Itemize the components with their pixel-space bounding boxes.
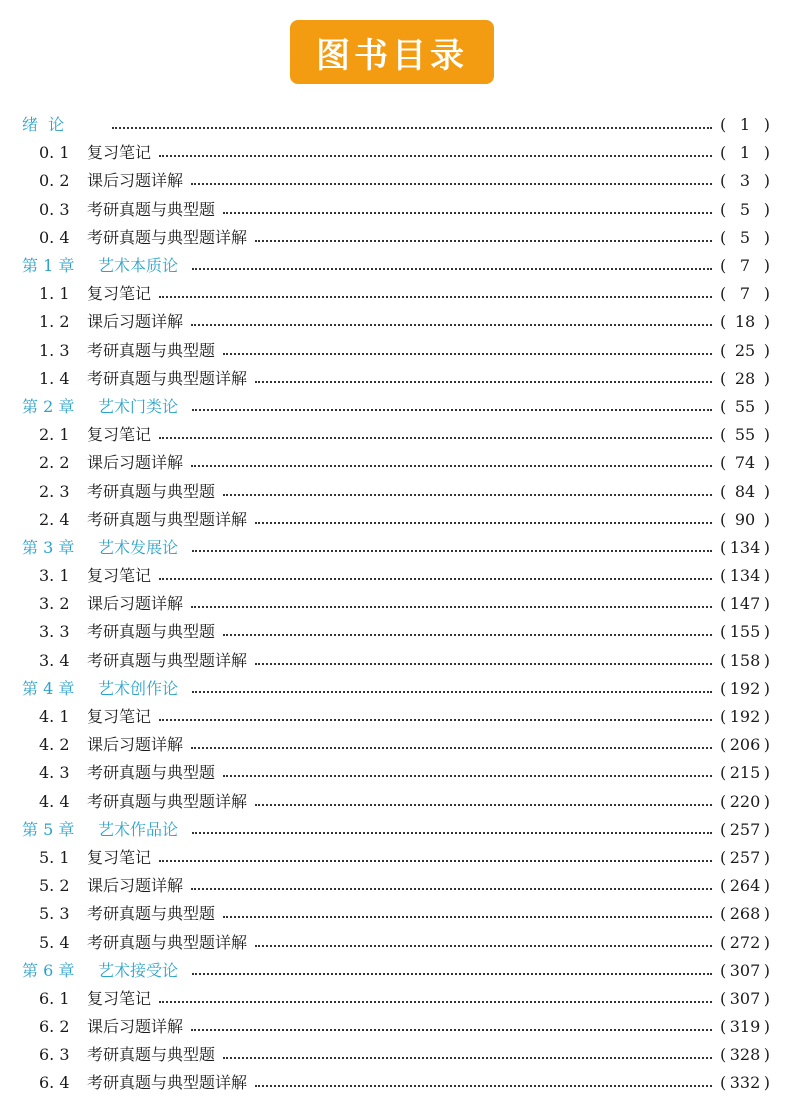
toc-entry-number: 2. 1 <box>39 425 70 445</box>
dot-leader <box>223 775 712 777</box>
page-number-value: 90 <box>734 509 756 529</box>
toc-page-number: ( 192 ) <box>720 707 770 727</box>
page-number-value: 307 <box>729 988 761 1008</box>
dot-leader <box>255 804 712 806</box>
dot-leader <box>223 1057 712 1059</box>
page-number-value: 25 <box>734 340 756 360</box>
page-number-value: 5 <box>739 227 751 247</box>
toc-section-row[interactable] <box>22 900 770 928</box>
toc-entry-number: 1. 3 <box>39 340 70 360</box>
toc-entry-title: 考研真题与典型题 <box>87 622 216 642</box>
toc-chapter-row[interactable] <box>22 675 770 703</box>
toc-page-number: ( 134 ) <box>720 566 770 586</box>
toc-page-number: ( 55 ) <box>720 396 770 416</box>
toc-entry-number: 4. 4 <box>39 791 70 811</box>
toc-entry-title: 艺术本质论 <box>98 256 179 276</box>
toc-entry-number: 6. 3 <box>39 1045 70 1065</box>
toc-page-number: ( 5 ) <box>720 199 770 219</box>
toc-entry-number: 3. 1 <box>39 566 70 586</box>
toc-section-row[interactable] <box>22 1013 770 1041</box>
page-number-value: 332 <box>729 1073 761 1093</box>
toc-entry-title: 考研真题与典型题详解 <box>87 227 248 247</box>
toc-entry-title: 艺术作品论 <box>98 819 179 839</box>
toc-section-row[interactable] <box>22 308 770 336</box>
toc-page-number: ( 257 ) <box>720 819 770 839</box>
dot-leader <box>192 832 712 834</box>
toc-entry-number: 第 6 章 <box>22 960 75 980</box>
toc-entry-number: 3. 4 <box>39 650 70 670</box>
dot-leader <box>223 916 712 918</box>
table-of-contents <box>22 111 770 1098</box>
toc-section-row[interactable] <box>22 449 770 477</box>
dot-leader <box>223 353 712 355</box>
toc-section-row[interactable] <box>22 788 770 816</box>
page-number-value: 3 <box>739 171 751 191</box>
dot-leader <box>191 606 712 608</box>
toc-page-number: ( 18 ) <box>720 312 770 332</box>
toc-entry-title: 考研真题与典型题 <box>87 763 216 783</box>
toc-section-row[interactable] <box>22 280 770 308</box>
toc-page-number: ( 319 ) <box>720 1017 770 1037</box>
dot-leader <box>191 465 712 467</box>
toc-entry-number: 2. 3 <box>39 481 70 501</box>
toc-section-row[interactable] <box>22 844 770 872</box>
page-number-value: 206 <box>729 735 761 755</box>
toc-page-number: ( 328 ) <box>720 1045 770 1065</box>
toc-page-number: ( 220 ) <box>720 791 770 811</box>
toc-page-number: ( 3 ) <box>720 171 770 191</box>
toc-page-number: ( 28 ) <box>720 368 770 388</box>
dot-leader <box>223 212 712 214</box>
toc-entry-number: 4. 3 <box>39 763 70 783</box>
toc-section-row[interactable] <box>22 337 770 365</box>
toc-section-row[interactable] <box>22 985 770 1013</box>
toc-section-row[interactable] <box>22 562 770 590</box>
page-number-value: 1 <box>739 143 751 163</box>
toc-entry-title: 复习笔记 <box>87 988 152 1008</box>
dot-leader <box>191 888 712 890</box>
page-number-value: 155 <box>729 622 761 642</box>
toc-section-row[interactable] <box>22 506 770 534</box>
dot-leader <box>112 127 712 129</box>
toc-entry-title: 考研真题与典型题 <box>87 199 216 219</box>
toc-page-number: ( 1 ) <box>720 143 770 163</box>
dot-leader <box>159 437 712 439</box>
toc-page-number: ( 264 ) <box>720 876 770 896</box>
toc-section-row[interactable] <box>22 1069 770 1097</box>
toc-page-number: ( 268 ) <box>720 904 770 924</box>
dot-leader <box>255 945 712 947</box>
page-number-value: 134 <box>729 566 761 586</box>
toc-entry-title: 考研真题与典型题 <box>87 481 216 501</box>
dot-leader <box>191 1029 712 1031</box>
toc-entry-number: 第 5 章 <box>22 819 75 839</box>
toc-section-row[interactable] <box>22 139 770 167</box>
toc-entry-number: 0. 2 <box>39 171 70 191</box>
toc-page-number: ( 272 ) <box>720 932 770 952</box>
toc-entry-number: 1. 1 <box>39 284 70 304</box>
page-number-value: 74 <box>734 453 756 473</box>
page-number-value: 264 <box>729 876 761 896</box>
page-number-value: 1 <box>739 115 751 135</box>
dot-leader <box>159 296 712 298</box>
toc-entry-number: 0. 3 <box>39 199 70 219</box>
toc-entry-title: 艺术门类论 <box>98 396 179 416</box>
toc-page-number: ( 25 ) <box>720 340 770 360</box>
toc-page-number: ( 155 ) <box>720 622 770 642</box>
toc-entry-number: 1. 2 <box>39 312 70 332</box>
page-number-value: 268 <box>729 904 761 924</box>
toc-entry-title: 课后习题详解 <box>87 312 184 332</box>
toc-section-row[interactable] <box>22 477 770 505</box>
toc-entry-title: 考研真题与典型题 <box>87 1045 216 1065</box>
toc-page-number: ( 215 ) <box>720 763 770 783</box>
page-number-value: 55 <box>734 396 756 416</box>
toc-page-number: ( 147 ) <box>720 594 770 614</box>
page-title: 图书目录 <box>316 35 468 76</box>
toc-entry-title: 艺术创作论 <box>98 678 179 698</box>
toc-entry-number: 第 4 章 <box>22 678 75 698</box>
toc-section-row[interactable] <box>22 731 770 759</box>
toc-section-row[interactable] <box>22 928 770 956</box>
toc-entry-title: 课后习题详解 <box>87 876 184 896</box>
toc-page-number: ( 158 ) <box>720 650 770 670</box>
toc-entry-number: 绪 论 <box>22 115 65 135</box>
toc-page-number: ( 206 ) <box>720 735 770 755</box>
toc-page-number: ( 84 ) <box>720 481 770 501</box>
page-number-value: 147 <box>729 594 761 614</box>
dot-leader <box>255 240 712 242</box>
toc-section-row[interactable] <box>22 167 770 195</box>
toc-page-number: ( 5 ) <box>720 227 770 247</box>
toc-page-number: ( 7 ) <box>720 256 770 276</box>
toc-entry-title: 课后习题详解 <box>87 453 184 473</box>
page-number-value: 328 <box>729 1045 761 1065</box>
toc-entry-number: 6. 1 <box>39 988 70 1008</box>
page-number-value: 215 <box>729 763 761 783</box>
toc-entry-number: 第 3 章 <box>22 537 75 557</box>
toc-entry-title: 复习笔记 <box>87 847 152 867</box>
page-number-value: 220 <box>729 791 761 811</box>
toc-entry-title: 课后习题详解 <box>87 594 184 614</box>
toc-page-number: ( 192 ) <box>720 678 770 698</box>
toc-entry-title: 课后习题详解 <box>87 735 184 755</box>
toc-chapter-row[interactable] <box>22 252 770 280</box>
toc-entry-title: 考研真题与典型题详解 <box>87 509 248 529</box>
page-number-value: 28 <box>734 368 756 388</box>
toc-page-number: ( 332 ) <box>720 1073 770 1093</box>
toc-section-row[interactable] <box>22 618 770 646</box>
toc-page-number: ( 307 ) <box>720 960 770 980</box>
toc-entry-title: 考研真题与典型题 <box>87 904 216 924</box>
toc-entry-number: 0. 4 <box>39 227 70 247</box>
toc-section-row[interactable] <box>22 703 770 731</box>
page-number-value: 18 <box>734 312 756 332</box>
toc-entry-number: 5. 1 <box>39 847 70 867</box>
toc-entry-title: 艺术发展论 <box>98 537 179 557</box>
toc-chapter-row[interactable] <box>22 393 770 421</box>
toc-page-number: ( 7 ) <box>720 284 770 304</box>
dot-leader <box>255 663 712 665</box>
toc-section-row[interactable] <box>22 421 770 449</box>
toc-entry-title: 复习笔记 <box>87 284 152 304</box>
toc-entry-title: 考研真题与典型题详解 <box>87 791 248 811</box>
toc-entry-number: 0. 1 <box>39 143 70 163</box>
toc-entry-number: 5. 2 <box>39 876 70 896</box>
toc-section-row[interactable] <box>22 1041 770 1069</box>
toc-entry-number: 5. 4 <box>39 932 70 952</box>
toc-chapter-row[interactable] <box>22 111 770 139</box>
toc-entry-number: 第 1 章 <box>22 256 75 276</box>
dot-leader <box>192 691 712 693</box>
toc-entry-title: 复习笔记 <box>87 566 152 586</box>
dot-leader <box>191 324 712 326</box>
toc-section-row[interactable] <box>22 759 770 787</box>
page-title-badge <box>290 20 494 84</box>
page-number-value: 134 <box>729 537 761 557</box>
dot-leader <box>192 268 712 270</box>
dot-leader <box>191 183 712 185</box>
dot-leader <box>159 719 712 721</box>
toc-entry-title: 考研真题与典型题 <box>87 340 216 360</box>
toc-entry-number: 6. 4 <box>39 1073 70 1093</box>
dot-leader <box>159 155 712 157</box>
page-number-value: 272 <box>729 932 761 952</box>
toc-page-number: ( 134 ) <box>720 537 770 557</box>
dot-leader <box>255 522 712 524</box>
toc-section-row[interactable] <box>22 647 770 675</box>
page-number-value: 319 <box>729 1017 761 1037</box>
toc-entry-title: 课后习题详解 <box>87 171 184 191</box>
page-number-value: 307 <box>729 960 761 980</box>
toc-entry-title: 复习笔记 <box>87 425 152 445</box>
page-number-value: 84 <box>734 481 756 501</box>
toc-chapter-row[interactable] <box>22 534 770 562</box>
page-number-value: 158 <box>729 650 761 670</box>
page-number-value: 5 <box>739 199 751 219</box>
page-number-value: 55 <box>734 425 756 445</box>
toc-entry-title: 考研真题与典型题详解 <box>87 650 248 670</box>
toc-entry-title: 复习笔记 <box>87 143 152 163</box>
toc-section-row[interactable] <box>22 872 770 900</box>
toc-page-number: ( 307 ) <box>720 988 770 1008</box>
page-number-value: 192 <box>729 707 761 727</box>
dot-leader <box>255 1085 712 1087</box>
toc-entry-number: 第 2 章 <box>22 396 75 416</box>
page-number-value: 7 <box>739 256 751 276</box>
dot-leader <box>255 381 712 383</box>
toc-entry-number: 4. 1 <box>39 707 70 727</box>
toc-entry-number: 1. 4 <box>39 368 70 388</box>
toc-entry-title: 考研真题与典型题详解 <box>87 932 248 952</box>
toc-page-number: ( 55 ) <box>720 425 770 445</box>
dot-leader <box>159 1001 712 1003</box>
toc-entry-number: 5. 3 <box>39 904 70 924</box>
toc-section-row[interactable] <box>22 365 770 393</box>
dot-leader <box>159 578 712 580</box>
toc-page-number: ( 1 ) <box>720 115 770 135</box>
toc-entry-title: 复习笔记 <box>87 707 152 727</box>
toc-section-row[interactable] <box>22 196 770 224</box>
toc-chapter-row[interactable] <box>22 816 770 844</box>
toc-entry-title: 艺术接受论 <box>98 960 179 980</box>
toc-entry-title: 课后习题详解 <box>87 1017 184 1037</box>
dot-leader <box>223 494 712 496</box>
dot-leader <box>223 634 712 636</box>
toc-entry-title: 考研真题与典型题详解 <box>87 368 248 388</box>
page-number-value: 192 <box>729 678 761 698</box>
toc-entry-number: 2. 4 <box>39 509 70 529</box>
dot-leader <box>159 860 712 862</box>
toc-entry-number: 3. 3 <box>39 622 70 642</box>
toc-entry-title: 考研真题与典型题详解 <box>87 1073 248 1093</box>
toc-chapter-row[interactable] <box>22 957 770 985</box>
dot-leader <box>192 973 712 975</box>
toc-page-number: ( 90 ) <box>720 509 770 529</box>
toc-entry-number: 3. 2 <box>39 594 70 614</box>
toc-entry-number: 6. 2 <box>39 1017 70 1037</box>
toc-entry-number: 2. 2 <box>39 453 70 473</box>
page-number-value: 257 <box>729 819 761 839</box>
toc-page-number: ( 74 ) <box>720 453 770 473</box>
toc-entry-number: 4. 2 <box>39 735 70 755</box>
page-number-value: 7 <box>739 284 751 304</box>
toc-section-row[interactable] <box>22 224 770 252</box>
dot-leader <box>192 550 712 552</box>
dot-leader <box>192 409 712 411</box>
page-number-value: 257 <box>729 847 761 867</box>
toc-section-row[interactable] <box>22 590 770 618</box>
dot-leader <box>191 747 712 749</box>
toc-page-number: ( 257 ) <box>720 847 770 867</box>
